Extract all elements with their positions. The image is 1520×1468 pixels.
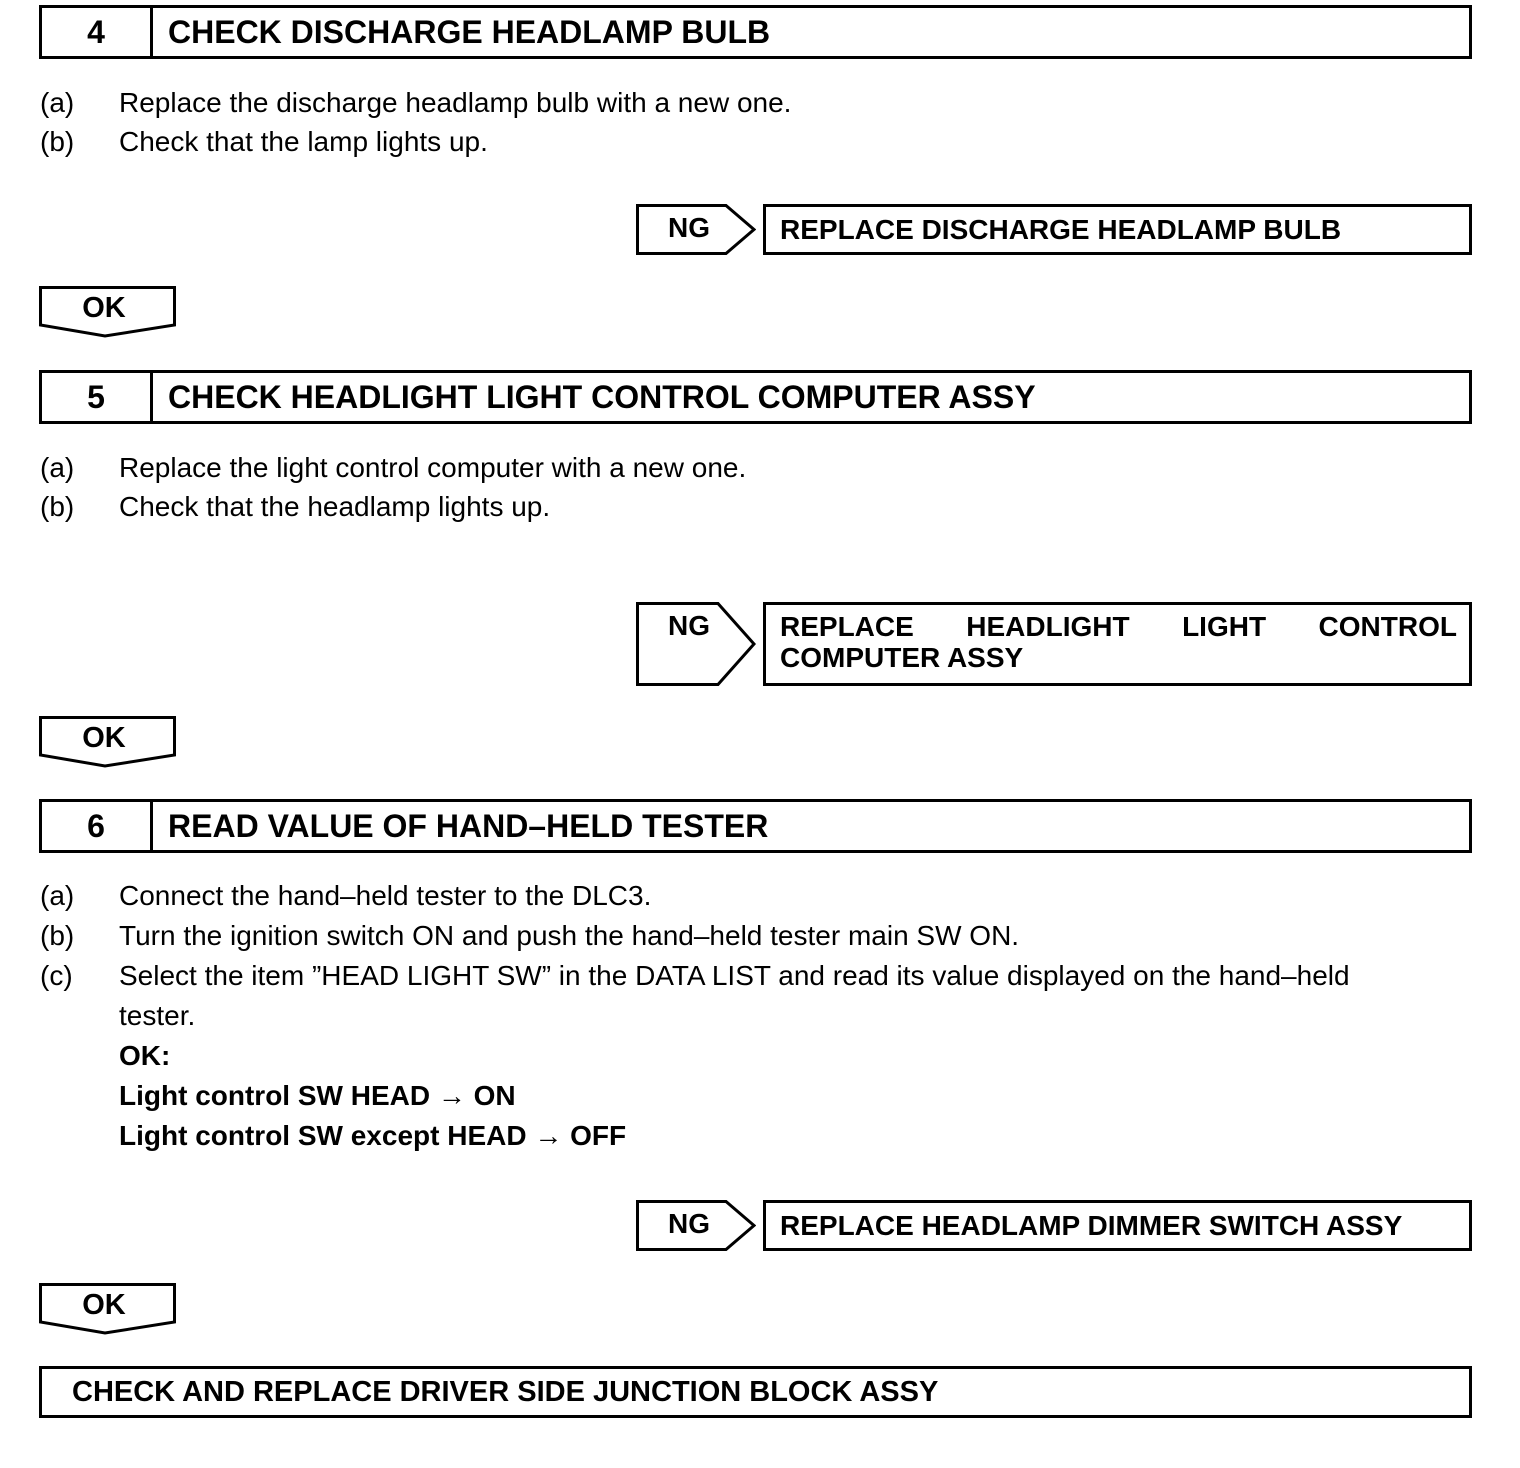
final-action-box <box>39 1366 1472 1418</box>
list-item <box>40 916 1480 956</box>
item-text: tester. <box>119 1000 196 1031</box>
item-label: (c) <box>40 960 73 991</box>
ok-spec-item <box>40 1076 1480 1116</box>
ng-label: NG <box>668 212 710 243</box>
ng-arrow <box>636 602 756 686</box>
item-text: Replace the light control computer with a new one. <box>119 452 747 483</box>
step-number: 6 <box>42 802 153 850</box>
ok-label: OK <box>82 292 126 324</box>
ok-label: OK <box>82 722 126 754</box>
ng-action-box <box>763 204 1472 255</box>
step-number: 5 <box>42 373 153 421</box>
spec-text: Light control SW except HEAD → OFF <box>119 1120 627 1151</box>
item-label: (b) <box>40 920 75 951</box>
step-5-header <box>39 370 1472 424</box>
spec-heading: OK: <box>119 1040 171 1071</box>
ng-arrow <box>636 1200 756 1251</box>
item-label: (b) <box>40 491 75 522</box>
step-title: READ VALUE OF HAND–HELD TESTER <box>168 807 769 844</box>
ng-action-box <box>763 1200 1472 1251</box>
item-text: Check that the lamp lights up. <box>119 126 488 157</box>
step-5-instructions <box>40 448 1480 526</box>
list-item <box>40 956 1480 996</box>
ok-arrow <box>39 716 176 768</box>
step-4-instructions <box>40 83 1480 161</box>
ng-action-word: CONTROL <box>1318 611 1457 642</box>
item-label: (a) <box>40 87 75 118</box>
ok-spec-heading <box>40 1036 1480 1076</box>
step-number: 4 <box>42 8 153 56</box>
ng-action-box <box>763 602 1472 686</box>
step-title: CHECK DISCHARGE HEADLAMP BULB <box>168 13 771 50</box>
final-action-text: CHECK AND REPLACE DRIVER SIDE JUNCTION BLOCK ASSY <box>72 1375 939 1408</box>
item-label: (a) <box>40 452 75 483</box>
list-item <box>40 83 1480 122</box>
ng-action-word: LIGHT <box>1182 611 1267 642</box>
ng-action-text: REPLACE HEADLAMP DIMMER SWITCH ASSY <box>780 1209 1403 1241</box>
list-item <box>40 122 1480 161</box>
item-text: Check that the headlamp lights up. <box>119 491 551 522</box>
ng-action-line-2: COMPUTER ASSY <box>780 642 1024 673</box>
item-label: (a) <box>40 880 75 911</box>
step-4-header <box>39 5 1472 59</box>
list-item <box>40 876 1480 916</box>
item-text: Select the item ”HEAD LIGHT SW” in the DATA LIST and read its value displayed on the hand–held <box>119 960 1350 991</box>
ok-arrow <box>39 1283 176 1335</box>
spec-text: Light control SW HEAD → ON <box>119 1080 516 1111</box>
item-label: (b) <box>40 126 75 157</box>
list-item <box>40 448 1480 487</box>
item-text: Replace the discharge headlamp bulb with a new one. <box>119 87 792 118</box>
step-6-header <box>39 799 1472 853</box>
ng-label: NG <box>668 1208 710 1239</box>
ng-action-text: REPLACE DISCHARGE HEADLAMP BULB <box>780 213 1342 245</box>
step-6-instructions <box>40 876 1480 1156</box>
item-text: Turn the ignition switch ON and push the hand–held tester main SW ON. <box>119 920 1020 951</box>
ng-label: NG <box>668 610 710 641</box>
ng-action-line-1 <box>780 611 1457 642</box>
ng-action-word: HEADLIGHT <box>966 611 1130 642</box>
ng-arrow <box>636 204 756 255</box>
item-text: Connect the hand–held tester to the DLC3. <box>119 880 652 911</box>
ok-spec-item <box>40 1116 1480 1156</box>
step-title: CHECK HEADLIGHT LIGHT CONTROL COMPUTER ASSY <box>168 378 1036 415</box>
list-item-continuation <box>40 996 1480 1036</box>
ok-label: OK <box>82 1289 126 1321</box>
list-item <box>40 487 1480 526</box>
ok-arrow <box>39 286 176 338</box>
ng-action-word: REPLACE <box>780 611 914 642</box>
